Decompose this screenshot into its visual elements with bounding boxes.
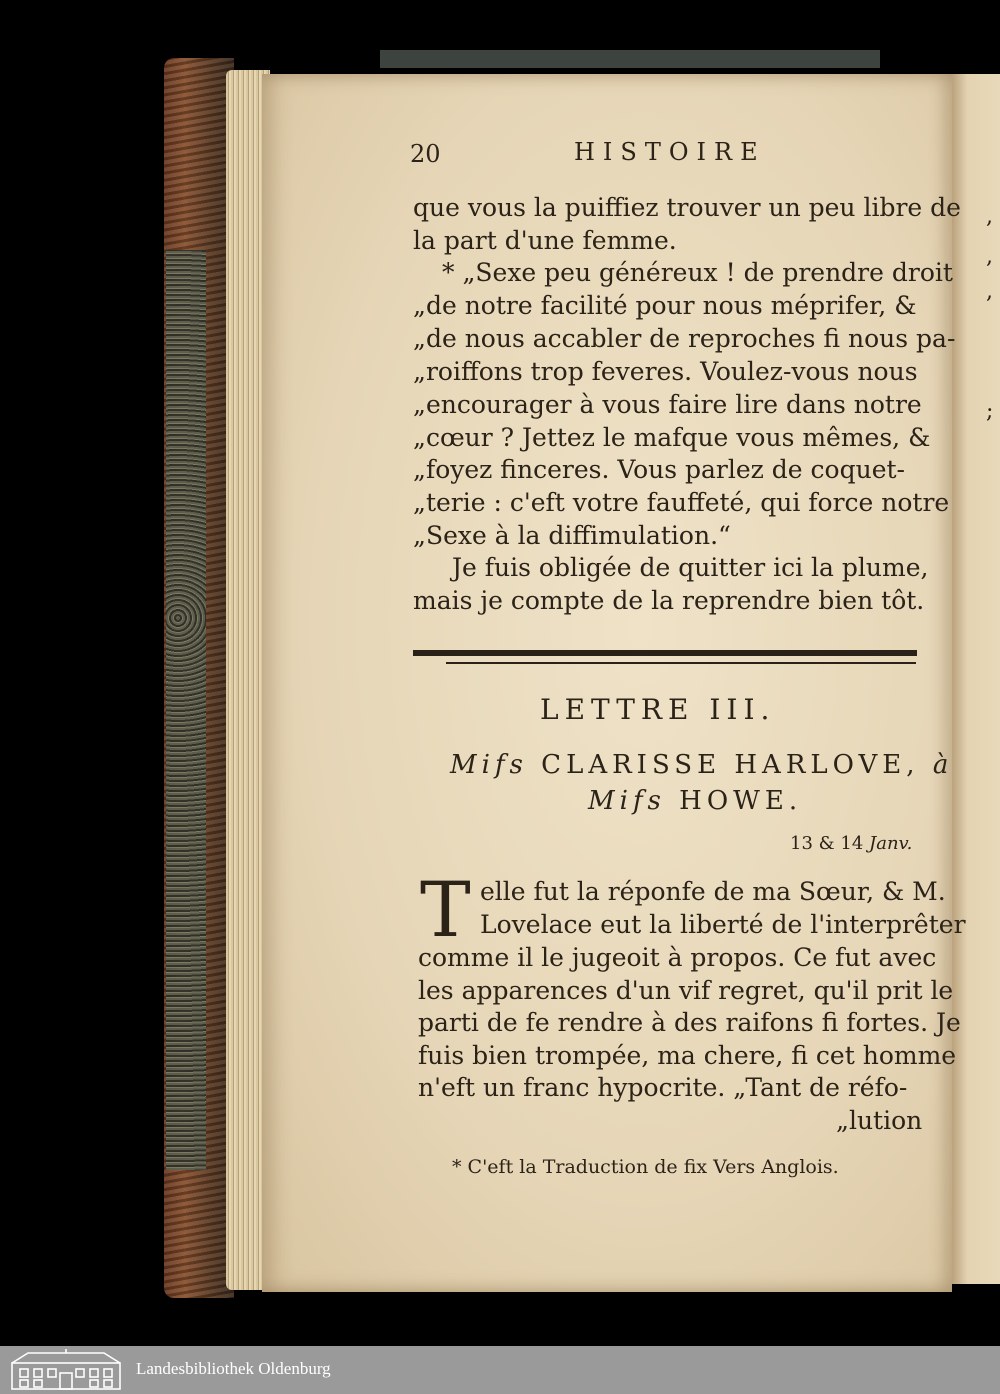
text-line: „de nous accabler de reproches fi nous pa-	[413, 324, 956, 353]
text-line: les apparences d'un vif regret, qu'il prit le	[418, 976, 954, 1005]
text-line: „cœur ? Jettez le mafque vous mêmes, &	[413, 423, 931, 452]
right-page-mark: ,	[986, 279, 993, 304]
text-line: fuis bien trompée, ma chere, fi cet homme	[418, 1041, 957, 1070]
date-days: 13 & 14	[790, 833, 864, 854]
library-building-logo-icon	[8, 1349, 124, 1391]
section-rule-thick	[413, 650, 917, 656]
address-line-2	[588, 786, 802, 816]
address-miss: Mifs	[450, 750, 528, 780]
text-line: „terie : c'eft votre fauffeté, qui force notre	[413, 488, 950, 517]
right-page-edge	[946, 74, 1000, 1284]
section-rule-thin	[446, 662, 916, 664]
text-line: Je fuis obligée de quitter ici la plume,	[452, 553, 929, 582]
text-line: que vous la puiffiez trouver un peu libre de	[413, 193, 961, 222]
top-cover-strip	[380, 50, 880, 68]
drop-cap: T	[420, 865, 471, 954]
footer-bar	[0, 1346, 1000, 1394]
address-miss: Mifs	[588, 786, 666, 816]
text-line: „foyez finceres. Vous parlez de coquet-	[413, 455, 905, 484]
text-line: la part d'une femme.	[413, 226, 677, 255]
right-page-mark: ,	[986, 204, 993, 229]
address-name: CLARISSE HARLOVE,	[541, 750, 920, 780]
address-to: à	[932, 750, 954, 780]
text-line: parti de fe rendre à des raifons fi fortes. Je	[418, 1008, 961, 1037]
text-line: elle fut la réponfe de ma Sœur, & M.	[480, 877, 946, 906]
page-number: 20	[410, 140, 441, 168]
library-name[interactable]: Landesbibliothek Oldenburg	[136, 1359, 331, 1378]
text-line: comme il le jugeoit à propos. Ce fut avec	[418, 943, 937, 972]
text-line: Lovelace eut la liberté de l'interprêter	[480, 910, 966, 939]
marbled-cover	[166, 250, 206, 1170]
text-line: „Sexe à la diffimulation.“	[413, 521, 731, 550]
letter-heading: LETTRE III.	[540, 693, 776, 726]
text-line: „encourager à vous faire lire dans notre	[413, 390, 922, 419]
footnote: * C'eft la Traduction de fix Vers Anglois.	[452, 1156, 839, 1178]
running-head: HISTOIRE	[574, 138, 766, 166]
date-month: Janv.	[869, 833, 913, 854]
right-page-mark: ;	[986, 399, 994, 424]
text-line: „roiffons trop feveres. Voulez-vous nous	[413, 357, 918, 386]
text-line: mais je compte de la reprendre bien tôt.	[413, 586, 925, 615]
letter-date	[790, 833, 912, 854]
text-line: „lution	[836, 1106, 923, 1135]
text-line: „de notre facilité pour nous méprifer, &	[413, 291, 917, 320]
right-page-mark: ,	[986, 244, 993, 269]
address-line-1	[450, 750, 953, 780]
address-name: HOWE.	[679, 786, 803, 816]
text-line: n'eft un franc hypocrite. „Tant de réfo-	[418, 1073, 908, 1102]
text-line: * „Sexe peu généreux ! de prendre droit	[442, 258, 953, 287]
